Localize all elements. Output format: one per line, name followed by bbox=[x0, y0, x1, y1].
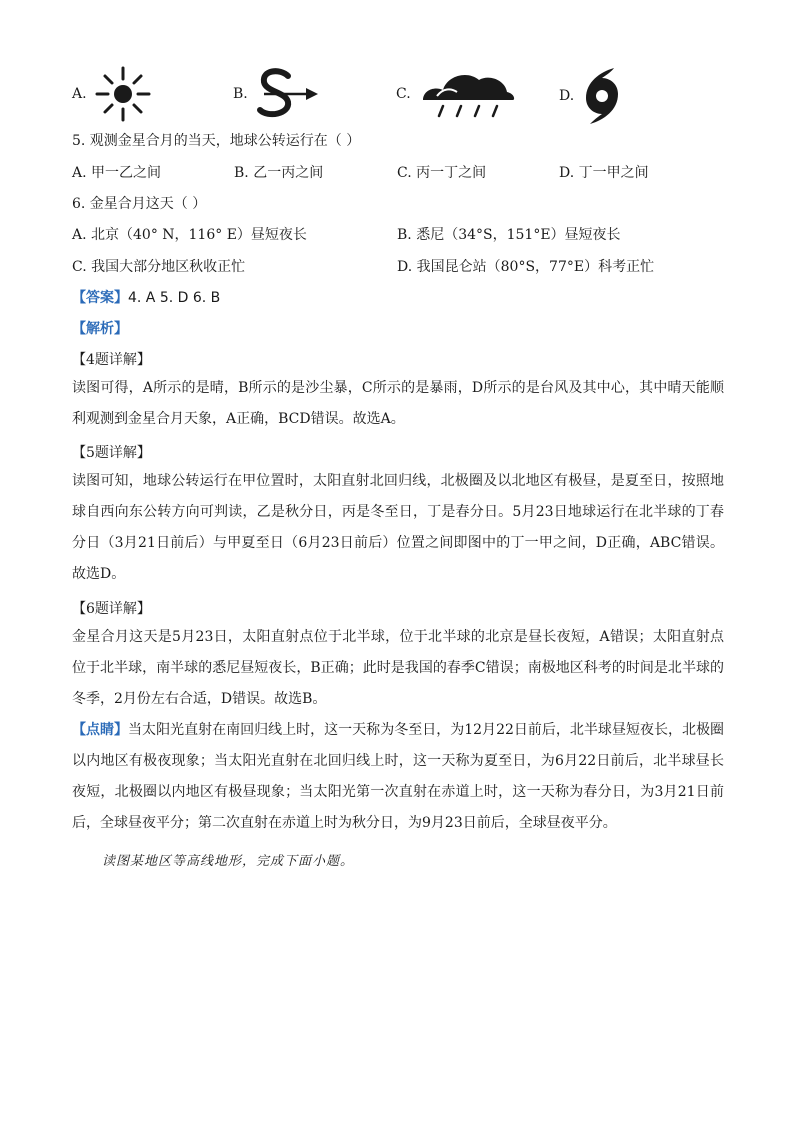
detail-4-text: 读图可得，A所示的是晴，B所示的是沙尘暴，C所示的是暴雨，D所示的是台风及其中心，其中晴天能顺利观测到金星合月天象，A正确，BCD错误。故选A。 bbox=[72, 380, 724, 427]
q6-option-d: D. 我国昆仑站（80°S，77°E）科考正忙 bbox=[397, 259, 655, 275]
detail-6-heading: 【6题详解】 bbox=[72, 601, 151, 617]
q5-option-b: B. 乙一丙之间 bbox=[234, 165, 324, 181]
answer-tag: 【答案】 bbox=[72, 290, 128, 306]
q6-option-b: B. 悉尼（34°S，151°E）昼短夜长 bbox=[397, 227, 621, 243]
option-b bbox=[233, 66, 320, 122]
option-c bbox=[396, 66, 517, 122]
option-d bbox=[559, 66, 624, 126]
q6-option-c: C. 我国大部分地区秋收正忙 bbox=[72, 259, 246, 275]
option-label: B. bbox=[233, 86, 248, 102]
q6-stem: 6. 金星合月这天（ ） bbox=[72, 196, 207, 212]
detail-4-heading: 【4题详解】 bbox=[72, 352, 151, 368]
q5-stem: 5. 观测金星合月的当天，地球公转运行在（ ） bbox=[72, 133, 361, 149]
next-question-intro: 读图某地区等高线地形，完成下面小题。 bbox=[102, 854, 355, 869]
answer-line bbox=[72, 287, 220, 307]
tip-tag: 【点睛】 bbox=[72, 722, 129, 738]
detail-5-heading: 【5题详解】 bbox=[72, 445, 151, 461]
q6-option-a: A. 北京（40° N，116° E）昼短夜长 bbox=[72, 227, 307, 243]
q4-options-row bbox=[0, 62, 794, 126]
tip-paragraph bbox=[72, 715, 724, 839]
sandstorm-icon bbox=[254, 66, 320, 122]
q5-option-a: A. 甲一乙之间 bbox=[72, 165, 162, 181]
option-label: C. bbox=[396, 86, 411, 102]
q5-option-c: C. 丙一丁之间 bbox=[397, 165, 487, 181]
tip-text: 当太阳光直射在南回归线上时，这一天称为冬至日，为12月22日前后，北半球昼短夜长，北极圈以内地区有极夜现象；当太阳光直射在北回归线上时，这一天称为夏至日，为6月22日前后，北半球昼长夜短，北极圈以内地区有极昼现象；当太阳光第一次直射在赤道上时，这一天称为春分日，为3月21日前后，全球昼夜平分；第二次直射在赤道上时为秋分日，为9月23日前后，全球昼夜平分。 bbox=[72, 722, 725, 831]
option-label: D. bbox=[559, 88, 575, 104]
analysis-line bbox=[72, 318, 128, 338]
q5-option-d: D. 丁一甲之间 bbox=[559, 165, 649, 181]
option-label: A. bbox=[72, 86, 87, 102]
detail-5-text: 读图可知，地球公转运行在甲位置时，太阳直射北回归线，北极圈及以北地区有极昼，是夏至日，按照地球自西向东公转方向可判读，乙是秋分日，丙是冬至日，丁是春分日。5月23日地球运行在北半球的丁春分日（3月21日前后）与甲夏至日（6月23日前后）位置之间即图中的丁一甲之间，D正确，ABC错误。故选D。 bbox=[72, 473, 724, 582]
detail-6-text: 金星合月这天是5月23日，太阳直射点位于北半球，位于北半球的北京是昼长夜短，A错误；太阳直射点位于北半球，南半球的悉尼昼短夜长，B正确；此时是我国的春季C错误；南极地区科考的时间是北半球的冬季，2月份左右合适，D错误。故选B。 bbox=[72, 629, 724, 707]
sun-icon bbox=[93, 66, 153, 122]
typhoon-icon bbox=[580, 66, 624, 126]
rainstorm-icon bbox=[417, 66, 517, 122]
option-a bbox=[72, 66, 153, 122]
analysis-tag: 【解析】 bbox=[72, 321, 128, 337]
answer-text: 4. A 5. D 6. B bbox=[128, 290, 221, 306]
